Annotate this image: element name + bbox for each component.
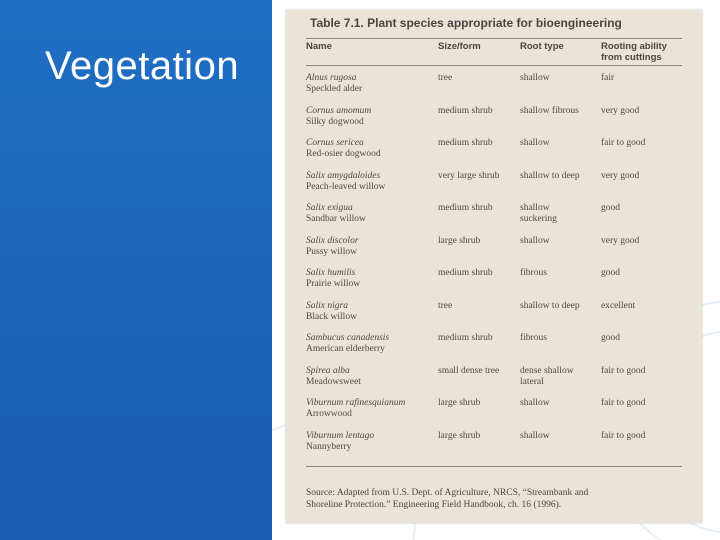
root-type-cell — [520, 106, 604, 117]
root-type-cell — [520, 138, 604, 149]
root-type-cell — [520, 268, 604, 279]
slide-title: Vegetation — [45, 44, 240, 88]
species-name-cell — [306, 333, 436, 355]
root-type-cell — [520, 301, 604, 312]
species-name-cell — [306, 301, 436, 323]
root-type-line1: shallow fibrous — [520, 105, 579, 116]
size-form-cell: very large shrub — [438, 170, 500, 181]
species-name-cell — [306, 398, 436, 420]
latin-name: Salix humilis — [306, 268, 356, 278]
table-title: Table 7.1. Plant species appropriate for bioengineering — [310, 16, 622, 30]
common-name: Black willow — [306, 311, 357, 322]
species-name-cell — [306, 236, 436, 258]
common-name: Speckled alder — [306, 84, 363, 94]
root-type-line1: shallow to deep — [520, 300, 580, 311]
rooting-ability-cell: fair — [601, 73, 615, 83]
size-form-cell: tree — [438, 73, 453, 83]
root-type-line1: dense shallow — [520, 365, 574, 376]
table-row — [306, 236, 686, 268]
root-type-cell — [520, 236, 604, 247]
species-name-cell — [306, 171, 436, 193]
header-rooting-line2: from cuttings — [601, 52, 662, 63]
root-type-line2: suckering — [520, 214, 557, 224]
species-name-cell — [306, 366, 436, 388]
common-name: Silky dogwood — [306, 116, 364, 127]
size-form-cell: medium shrub — [438, 333, 493, 343]
rooting-ability-cell: fair to good — [601, 398, 646, 408]
latin-name: Alnus rugosa — [306, 73, 357, 83]
size-form-cell: medium shrub — [438, 203, 493, 213]
root-type-line1: shallow — [520, 430, 550, 441]
latin-name: Viburnum lentago — [306, 430, 375, 441]
species-name-cell — [306, 73, 436, 95]
common-name: Pussy willow — [306, 246, 357, 257]
common-name: American elderberry — [306, 344, 385, 354]
rooting-ability-cell: fair to good — [601, 138, 646, 148]
root-type-line2: lateral — [520, 376, 544, 387]
species-name-cell — [306, 106, 436, 128]
rooting-ability-cell: good — [601, 333, 620, 343]
species-name-cell — [306, 203, 436, 225]
rooting-ability-cell: very good — [601, 235, 640, 246]
root-type-cell — [520, 203, 604, 225]
scanned-table-page — [286, 10, 702, 523]
latin-name: Salix nigra — [306, 300, 348, 311]
root-type-cell — [520, 333, 604, 344]
root-type-line1: fibrous — [520, 268, 547, 278]
table-row — [306, 301, 686, 333]
rooting-ability-cell: good — [601, 203, 620, 213]
rooting-ability-cell: very good — [601, 105, 640, 116]
root-type-line1: shallow — [520, 73, 550, 83]
table-bottom-rule — [306, 466, 682, 467]
header-size: Size/form — [438, 41, 481, 52]
table-row — [306, 398, 686, 430]
common-name: Prairie willow — [306, 279, 361, 289]
common-name: Sandbar willow — [306, 214, 366, 224]
rooting-ability-cell: excellent — [601, 300, 636, 311]
common-name: Arrowwood — [306, 409, 352, 419]
species-name-cell — [306, 138, 436, 160]
latin-name: Cornus sericea — [306, 138, 364, 148]
root-type-line1: shallow — [520, 398, 550, 408]
species-name-cell — [306, 431, 436, 453]
latin-name: Salix discolor — [306, 235, 359, 246]
size-form-cell: large shrub — [438, 430, 481, 441]
root-type-cell — [520, 398, 604, 409]
common-name: Meadowsweet — [306, 376, 361, 387]
latin-name: Sambucus canadensis — [306, 333, 390, 343]
species-name-cell — [306, 268, 436, 290]
table-row — [306, 203, 686, 235]
table-source — [306, 487, 686, 511]
table-row — [306, 268, 686, 300]
root-type-line1: shallow — [520, 203, 550, 213]
root-type-line1: shallow — [520, 235, 550, 246]
title-panel — [0, 0, 272, 540]
header-top-rule — [306, 38, 682, 39]
size-form-cell: large shrub — [438, 235, 481, 246]
latin-name: Spirea alba — [306, 365, 350, 376]
source-line2: Shoreline Protection.” Engineering Field Handbook, ch. 16 (1996). — [306, 500, 562, 510]
source-line1: Source: Adapted from U.S. Dept. of Agriculture, NRCS, “Streambank and — [306, 488, 589, 498]
header-rooting-line1: Rooting ability — [601, 41, 667, 52]
table-row — [306, 171, 686, 203]
rooting-ability-cell: fair to good — [601, 365, 646, 376]
size-form-cell: large shrub — [438, 398, 481, 408]
latin-name: Salix exigua — [306, 203, 353, 213]
root-type-line1: fibrous — [520, 333, 547, 343]
table-row — [306, 366, 686, 398]
root-type-cell — [520, 431, 604, 442]
root-type-line1: shallow to deep — [520, 170, 580, 181]
common-name: Nannyberry — [306, 441, 352, 452]
latin-name: Viburnum rafinesquianum — [306, 398, 406, 408]
header-root: Root type — [520, 41, 564, 52]
header-bottom-rule — [306, 65, 682, 66]
table-row — [306, 106, 686, 138]
table-row — [306, 73, 686, 105]
header-rooting — [601, 41, 667, 63]
root-type-cell — [520, 171, 604, 182]
latin-name: Cornus amomum — [306, 105, 372, 116]
size-form-cell: small dense tree — [438, 365, 500, 376]
common-name: Peach-leaved willow — [306, 181, 386, 192]
size-form-cell: medium shrub — [438, 105, 493, 116]
size-form-cell: medium shrub — [438, 138, 493, 148]
header-name: Name — [306, 41, 332, 52]
rooting-ability-cell: good — [601, 268, 620, 278]
latin-name: Salix amygdaloides — [306, 170, 381, 181]
rooting-ability-cell: fair to good — [601, 430, 646, 441]
root-type-line1: shallow — [520, 138, 550, 148]
rooting-ability-cell: very good — [601, 170, 640, 181]
table-row — [306, 333, 686, 365]
common-name: Red-osier dogwood — [306, 149, 381, 159]
table-row — [306, 138, 686, 170]
table-row — [306, 431, 686, 463]
root-type-cell — [520, 366, 604, 388]
size-form-cell: medium shrub — [438, 268, 493, 278]
root-type-cell — [520, 73, 604, 84]
size-form-cell: tree — [438, 300, 453, 311]
